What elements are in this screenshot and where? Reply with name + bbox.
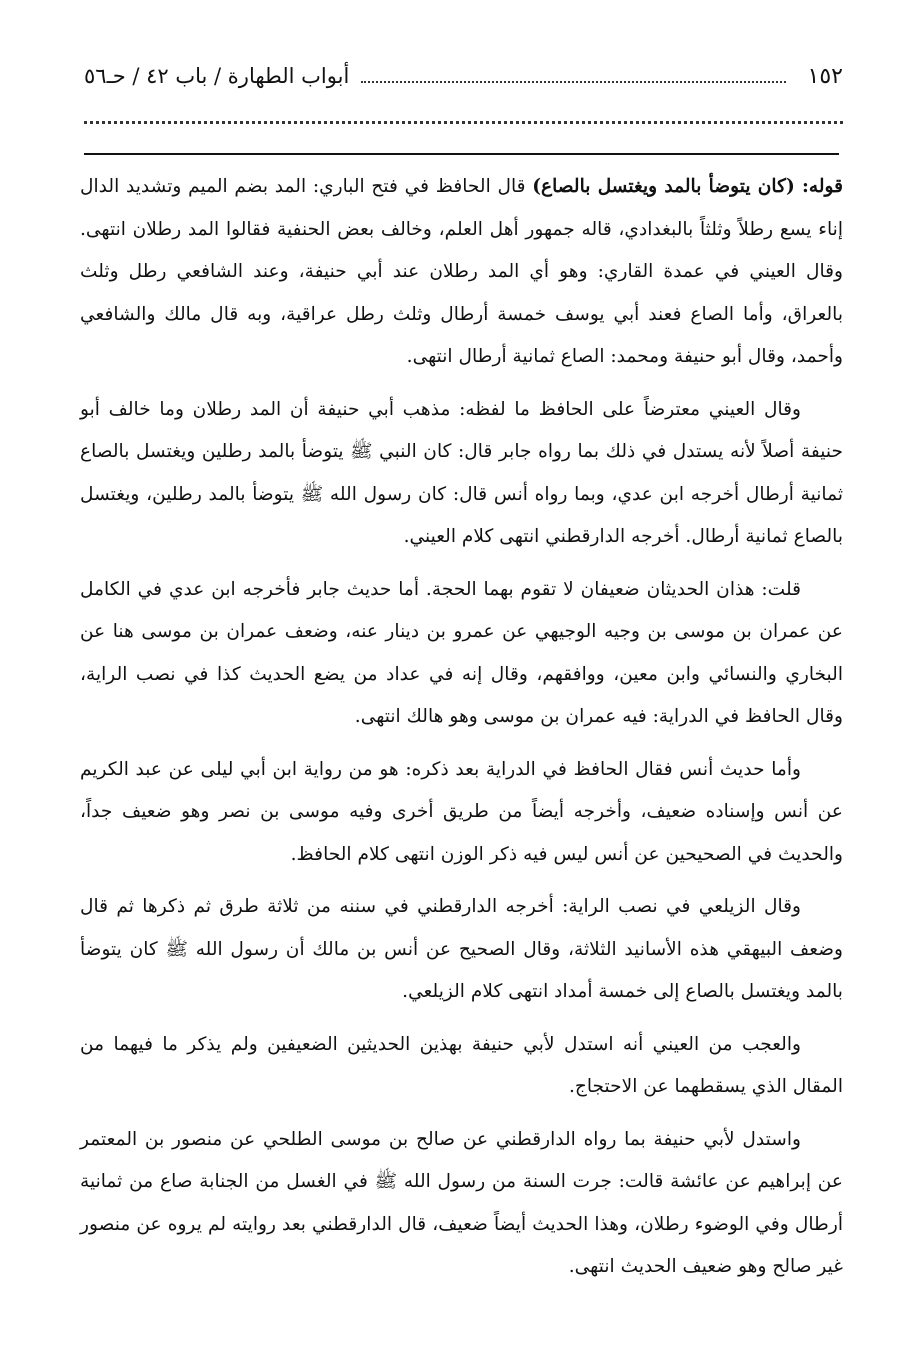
running-header bbox=[84, 58, 843, 94]
page-number: ١٥٢ bbox=[807, 63, 843, 89]
paragraph-text: والعجب من العيني أنه استدل لأبي حنيفة بهذين الحديثين الضعيفين ولم يذكر ما فيهما من المقال الذي يسقطهما عن الاحتجاج. bbox=[80, 1033, 843, 1097]
paragraph-text: وقال الزيلعي في نصب الراية: أخرجه الدارقطني في سننه من ثلاثة طرق ثم ذكرها ثم قال وضعف البيهقي هذه الأسانيد الثلاثة، وقال الصحيح عن أنس بن مالك أن رسول الله ﷺ كان يتوضأ بالمد ويغتسل بالصاع إلى خمسة أمداد انتهى كلام الزيلعي. bbox=[80, 896, 843, 1002]
commentary-body bbox=[80, 166, 843, 1299]
paragraph-text: قال الحافظ في فتح الباري: المد بضم الميم وتشديد الدال إناء يسع رطلاً وثلثاً بالبغدادي، قاله جمهور أهل العلم، وخالف بعض الحنفية فقالوا المد رطلان انتهى. وقال العيني في عمدة القاري: وهو أي المد رطلان عند أبي حنيفة، وعند الشافعي رطل وثلث بالعراق، وأما الصاع فعند أبي يوسف خمسة أرطال وثلث رطل عراقية، وبه قال مالك والشافعي وأحمد، وقال أبو حنيفة ومحمد: الصاع ثمانية أرطال انتهى. bbox=[80, 176, 843, 367]
paragraph-critique-of-aini bbox=[80, 1024, 843, 1109]
hadith-quote: قوله: (كان يتوضأ بالمد ويغتسل بالصاع) bbox=[532, 176, 844, 197]
dotted-leader bbox=[361, 81, 785, 83]
paragraph-text: قلت: هذان الحديثان ضعيفان لا تقوم بهما الحجة. أما حديث جابر فأخرجه ابن عدي في الكامل عن عمران بن موسى بن وجيه الوجيهي عن عمرو بن دينار عنه، وضعف عمران بن موسى هنا عن البخاري والنسائي وابن معين، ووافقهم، وقال إنه في عداد من يضع الحديث كذا في نصب الراية، وقال الحافظ في الدراية: فيه عمران بن موسى وهو هالك انتهى. bbox=[80, 578, 843, 727]
paragraph-hadith-anas bbox=[80, 749, 843, 877]
paragraph-text: وقال العيني معترضاً على الحافظ ما لفظه: مذهب أبي حنيفة أن المد رطلان وما خالف أبو حنيفة أصلاً لأنه يستدل في ذلك بما رواه جابر قال: كان النبي ﷺ يتوضأ بالمد رطلين ويغتسل بالصاع ثمانية أرطال أخرجه ابن عدي، وبما رواه أنس قال: كان رسول الله ﷺ يتوضأ بالمد رطلين، ويغتسل بالصاع ثمانية أرطال. أخرجه الدارقطني انتهى كلام العيني. bbox=[80, 398, 843, 547]
paragraph-text: واستدل لأبي حنيفة بما رواه الدارقطني عن صالح بن موسى الطلحي عن منصور بن المعتمر عن إبراهيم عن عائشة قالت: جرت السنة من رسول الله ﷺ في الغسل من الجنابة صاع من ثمانية أرطال وفي الوضوء رطلان، وهذا الحديث أيضاً ضعيف، قال الدارقطني بعد روايته لم يروه عن منصور غير صالح وهو ضعيف الحديث انتهى. bbox=[80, 1128, 843, 1277]
chapter-title: أبواب الطهارة / باب ٤٢ / حـ٥٦ bbox=[84, 64, 350, 88]
paragraph-aisha-narration bbox=[80, 1119, 843, 1289]
paragraph-aini-objection bbox=[80, 389, 843, 559]
header-rule bbox=[84, 153, 839, 155]
dotted-divider bbox=[84, 121, 843, 124]
paragraph-text: وأما حديث أنس فقال الحافظ في الدراية بعد ذكره: هو من رواية ابن أبي ليلى عن عبد الكريم عن أنس وإسناده ضعيف، وأخرجه أيضاً من طريق أخرى وفيه موسى بن نصر وهو ضعيف جداً، والحديث في الصحيحين عن أنس ليس فيه ذكر الوزن انتهى كلام الحافظ. bbox=[80, 758, 843, 865]
paragraph-mudd-definition bbox=[80, 166, 843, 379]
paragraph-zaylai bbox=[80, 886, 843, 1014]
paragraph-weakness-of-jabir bbox=[80, 569, 843, 739]
